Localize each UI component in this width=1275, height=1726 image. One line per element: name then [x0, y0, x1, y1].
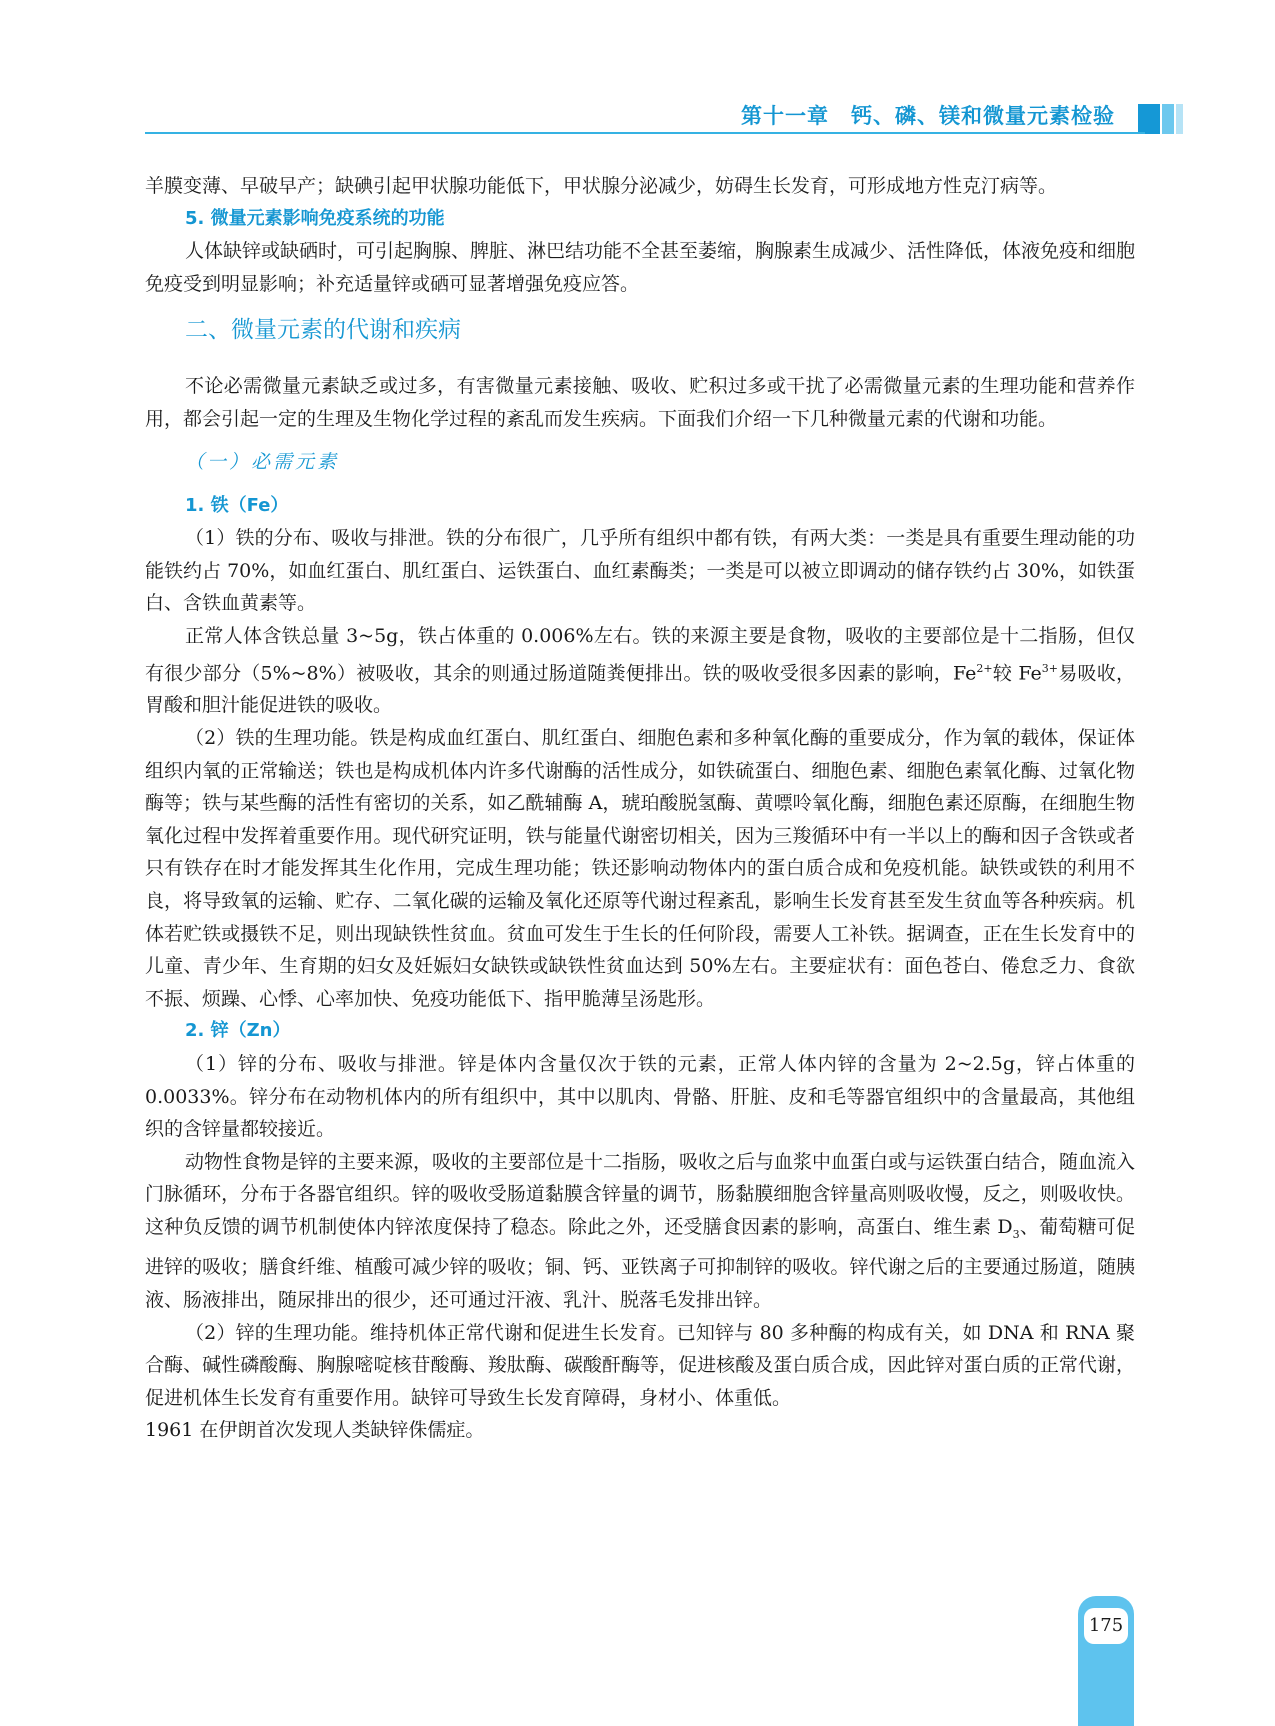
page-body [145, 170, 1135, 1447]
paragraph [145, 1146, 1135, 1317]
text-run: 易吸收，胃酸和胆汁能促进铁的吸收。 [145, 661, 1135, 717]
subsection-heading: （一）必需元素 [185, 450, 340, 473]
paragraph: 1961 在伊朗首次发现人类缺锌侏儒症。 [145, 1419, 485, 1442]
subheading-iron: 1. 铁（Fe） [185, 494, 289, 516]
text-run: 动物性食物是锌的主要来源，吸收的主要部位是十二指肠，吸收之后与血浆中血蛋白或与运铁蛋白结合，随血流入门脉循环，分布于各器官组织。锌的吸收受肠道黏膜含锌量的调节，肠黏膜细胞含锌量高则吸收慢，反之，则吸收快。这种负反馈的调节机制使体内锌浓度保持了稳态。除此之外，还受膳食因素的影响，高蛋白、维生素 D [145, 1150, 1136, 1238]
header-decor-block [1162, 104, 1174, 134]
header-decor-block [1176, 104, 1183, 134]
paragraph: 羊膜变薄、早破早产；缺碘引起甲状腺功能低下，甲状腺分泌减少，妨碍生长发育，可形成地方性克汀病等。 [145, 175, 1058, 197]
superscript: 2+ [976, 661, 993, 675]
text-run: Fe [952, 661, 977, 684]
paragraph: 人体缺锌或缺硒时，可引起胸腺、脾脏、淋巴结功能不全甚至萎缩，胸腺素生成减少、活性降低，体液免疫和细胞免疫受到明显影响；补充适量锌或硒可显著增强免疫应答。 [145, 240, 1136, 295]
text-run: 较 Fe [992, 661, 1042, 684]
text-run: 、葡萄糖可促进锌的吸收；膳食纤维、植酸可减少锌的吸收；铜、钙、亚铁离子可抑制锌的吸收。锌代谢之后的主要通过肠道，随胰液、肠液排出，随尿排出的很少，还可通过汗液、乳汁、脱落毛发排出锌。 [145, 1215, 1135, 1311]
text-run: 正常人体含铁总量 3~5g，铁占体重的 0.006%左右。铁的来源主要是食物，吸收的主要部位是十二指肠，但仅有很少部分（5%~8%）被吸收，其余的则通过肠道随粪便排出。铁的吸收受很多因素的影响， [145, 624, 1135, 684]
superscript: 3+ [1041, 661, 1058, 675]
paragraph: （1）铁的分布、吸收与排泄。铁的分布很广，几乎所有组织中都有铁，有两大类：一类是具有重要生理动能的功能铁约占 70%，如血红蛋白、肌红蛋白、运铁蛋白、血红素酶类；一类是可以被立即调动的储存铁约占 30%，如铁蛋白、含铁血黄素等。 [145, 527, 1135, 615]
subscript: 3 [1012, 1227, 1020, 1241]
subheading-immune: 5. 微量元素影响免疫系统的功能 [185, 207, 445, 229]
subheading-zinc: 2. 锌（Zn） [185, 1020, 291, 1042]
paragraph [145, 620, 1135, 722]
paragraph: （2）锌的生理功能。维持机体正常代谢和促进生长发育。已知锌与 80 多种酶的构成有关，如 DNA 和 RNA 聚合酶、碱性磷酸酶、胸腺嘧啶核苷酸酶、羧肽酶、碳酸酐酶等，促进核酸及蛋白质合成，因此锌对蛋白质的正常代谢，促进机体生长发育有重要作用。缺锌可导致生长发育障碍，身材小、体重低。 [145, 1321, 1135, 1409]
chapter-title: 第十一章 钙、磷、镁和微量元素检验 [741, 104, 1115, 128]
paragraph: （2）铁的生理功能。铁是构成血红蛋白、肌红蛋白、细胞色素和多种氧化酶的重要成分，作为氧的载体，保证体组织内氧的正常输送；铁也是构成机体内许多代谢酶的活性成分，如铁硫蛋白、细胞色素、细胞色素氧化酶、过氧化物酶等；铁与某些酶的活性有密切的关系，如乙酰辅酶 A，琥珀酸脱氢酶、黄嘌呤氧化酶，细胞色素还原酶，在细胞生物氧化过程中发挥着重要作用。现代研究证明，铁与能量代谢密切相关，因为三羧循环中有一半以上的酶和因子含铁或者只有铁存在时才能发挥其生化作用，完成生理功能；铁还影响动物体内的蛋白质合成和免疫机能。缺铁或铁的利用不良，将导致氧的运输、贮存、二氧化碳的运输及氧化还原等代谢过程紊乱，影响生长发育甚至发生贫血等各种疾病。机体若贮铁或摄铁不足，则出现缺铁性贫血。贫血可发生于生长的任何阶段，需要人工补铁。据调查，正在生长发育中的儿童、青少年、生育期的妇女及妊娠妇女缺铁或缺铁性贫血达到 50%左右。主要症状有：面色苍白、倦怠乏力、食欲不振、烦躁、心悸、心率加快、免疫功能低下、指甲脆薄呈汤匙形。 [145, 727, 1135, 1010]
header-rule [145, 132, 1145, 134]
header-decor-block [1138, 104, 1160, 134]
paragraph: 不论必需微量元素缺乏或过多，有害微量元素接触、吸收、贮积过多或干扰了必需微量元素的生理功能和营养作用，都会引起一定的生理及生物化学过程的紊乱而发生疾病。下面我们介绍一下几种微量元素的代谢和功能。 [145, 375, 1135, 430]
section-heading: 二、微量元素的代谢和疾病 [185, 317, 461, 344]
paragraph: （1）锌的分布、吸收与排泄。锌是体内含量仅次于铁的元素，正常人体内锌的含量为 2~2.5g，锌占体重的 0.0033%。锌分布在动物机体内的所有组织中，其中以肌肉、骨骼、肝脏、皮和毛等器官组织中的含量最高，其他组织的含锌量都较接近。 [145, 1052, 1135, 1141]
page-number: 175 [1084, 1608, 1128, 1644]
